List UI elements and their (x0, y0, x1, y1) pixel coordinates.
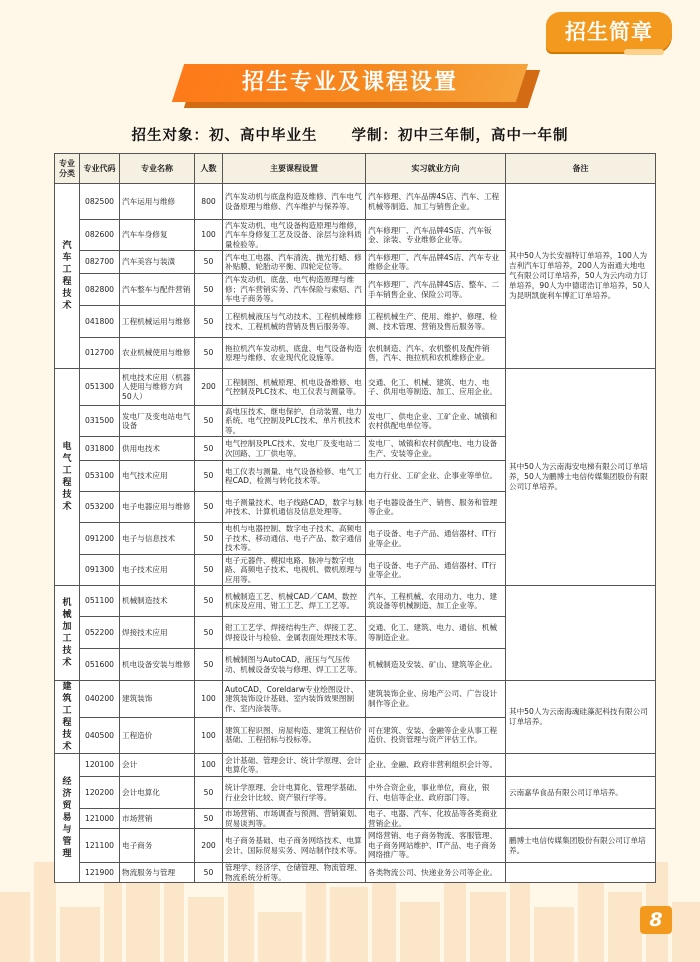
enrollment-count: 100 (195, 681, 223, 718)
enrollment-count: 50 (195, 809, 223, 829)
program-code: 053200 (80, 492, 120, 523)
table-row (55, 586, 656, 617)
remarks-cell: 其中50人为云南海安电梯有限公司订单培养，50人为鹏博士电信传媒集团股份有限公司订单培养。 (506, 369, 656, 586)
career-direction: 企业、金融、政府非营利组织会计等。 (366, 754, 506, 777)
program-name: 会计电算化 (120, 777, 195, 809)
program-code: 051600 (80, 649, 120, 681)
program-code: 053100 (80, 461, 120, 492)
career-direction: 汽车修理、汽车品牌4S店、汽车、工程机械等制造、加工与销售企业。 (366, 184, 506, 220)
enrollment-count: 50 (195, 586, 223, 617)
enrollment-count: 100 (195, 220, 223, 251)
program-name: 电子与信息技术 (120, 523, 195, 555)
main-courses: 汽车电工电器、汽车清洗、抛光打蜡、修补贴膜、轮胎动平衡、四轮定位等。 (223, 251, 366, 274)
career-direction: 建筑装饰企业、房地产公司、广告设计制作等企业。 (366, 681, 506, 718)
main-courses: 统计学原理、会计电算化、管理学基础、行业会计比较、资产银行学等。 (223, 777, 366, 809)
page-title: 招生专业及课程设置 (241, 70, 458, 95)
study-duration: 学制：初中三年制，高中一年制 (351, 128, 569, 144)
table-row (55, 184, 656, 220)
main-courses: 汽车发动机、底盘、电气构造原理与维修；汽车营销实务、汽车保险与索赔、汽车电子商务等。 (223, 274, 366, 306)
enrollment-count: 50 (195, 406, 223, 437)
career-direction: 发电厂、城镇和农村供配电、电力设备生产、安装等企业。 (366, 437, 506, 461)
category-cell: 机 械 加 工 技 术 (55, 586, 80, 681)
program-name: 汽车美容与装潢 (120, 251, 195, 274)
career-direction: 汽车、工程机械、农用动力、电力、建筑设备等机械制造、加工企业等。 (366, 586, 506, 617)
career-direction: 电子设备、电子产品、通信器材、IT行业等企业。 (366, 555, 506, 586)
table-row (55, 829, 656, 863)
main-courses: 电子商务基础、电子商务网络技术、电算会计、国际贸易实务、网站制作技术等。 (223, 829, 366, 863)
program-name: 电气技术应用 (120, 461, 195, 492)
program-name: 发电厂及变电站电气设备 (120, 406, 195, 437)
career-direction: 交通、化工、建筑、电力、通信、机械等制造企业。 (366, 617, 506, 649)
main-courses: 电工仪表与测量、电气设备检修、电气工程CAD、检测与转化技术等。 (223, 461, 366, 492)
category-cell: 汽 车 工 程 技 术 (55, 184, 80, 369)
column-header: 专业名称 (120, 154, 195, 184)
remarks-cell: 云南嘉华食品有限公司订单培养。 (506, 777, 656, 809)
remarks-cell (506, 586, 656, 681)
enrollment-count: 50 (195, 274, 223, 306)
program-code: 091200 (80, 523, 120, 555)
enrollment-count: 50 (195, 251, 223, 274)
column-header: 主要课程设置 (223, 154, 366, 184)
remarks-cell (506, 754, 656, 777)
program-code: 082700 (80, 251, 120, 274)
career-direction: 中外合资企业，事业单位，商业，银行、电信等企业、政府部门等。 (366, 777, 506, 809)
category-cell: 经 济 贸 易 与 管 理 (55, 754, 80, 883)
program-code: 121900 (80, 863, 120, 883)
main-courses: 电气控制及PLC技术、发电厂及变电站二次回路、工厂供电等。 (223, 437, 366, 461)
remarks-cell: 鹏博士电信传媒集团股份有限公司订单培养。 (506, 829, 656, 863)
column-header: 实习就业方向 (366, 154, 506, 184)
program-name: 汽车运用与维修 (120, 184, 195, 220)
program-name: 汽车整车与配件营销 (120, 274, 195, 306)
program-name: 电子电器应用与维修 (120, 492, 195, 523)
title-banner (178, 64, 522, 106)
main-courses: 机械制造工艺、机械CAD／CAM、数控机床及应用、钳工工艺、焊工工艺等。 (223, 586, 366, 617)
program-code: 031500 (80, 406, 120, 437)
enrollment-count: 50 (195, 461, 223, 492)
remarks-cell: 其中50人为长安福特订单培养，100人为吉利汽车订单培养，200人为南通大地电气有限公司订单培养，50人为云内动力订单培养，90人为中德诺浩订单培养，50人为昆明凯旋利车博汇订单培养。 (506, 184, 656, 369)
career-direction: 电子电器设备生产、销售、服务和管理等企业。 (366, 492, 506, 523)
main-courses: 高电压技术、继电保护、自动装置、电力系统、电气控制及PLC技术、单片机技术等。 (223, 406, 366, 437)
program-code: 012700 (80, 338, 120, 369)
program-code: 051100 (80, 586, 120, 617)
program-name: 供用电技术 (120, 437, 195, 461)
program-name: 焊接技术应用 (120, 617, 195, 649)
career-direction: 汽车修理厂、汽车品牌4S店、汽车专业维修企业等。 (366, 251, 506, 274)
enrollment-target: 招生对象：初、高中毕业生 (131, 128, 318, 144)
main-courses: 汽车发动机与底盘构造及维修、汽车电气设备原理与维修、汽车维护与保养等。 (223, 184, 366, 220)
remarks-cell: 其中50人为云南海魂硅藻泥科技有限公司订单培养。 (506, 681, 656, 754)
career-direction: 网络营销、电子商务物流、客服管理、电子商务网站维护、IT产品、电子商务网络推广等。 (366, 829, 506, 863)
program-table (54, 153, 656, 883)
program-code: 091300 (80, 555, 120, 586)
career-direction: 农机制造、汽车、农机整机及配件销售，汽车、拖拉机和农机维修企业。 (366, 338, 506, 369)
enrollment-count: 50 (195, 437, 223, 461)
enrollment-count: 50 (195, 555, 223, 586)
career-direction: 交通、化工、机械、建筑、电力、电子、供用电等制造、加工、应用企业。 (366, 369, 506, 406)
table-row (55, 754, 656, 777)
career-direction: 工程机械生产、使用、维护、修理、检测、技术管理、营销及售后服务等。 (366, 306, 506, 338)
main-courses: 钳工工艺学、焊接结构生产、焊接工艺、焊接设计与检验、金属表面处理技术等。 (223, 617, 366, 649)
program-name: 工程机械运用与维修 (120, 306, 195, 338)
program-code: 052200 (80, 617, 120, 649)
career-direction: 汽车修理厂、汽车品牌4S店、汽车钣金、涂装、专业维修企业等。 (366, 220, 506, 251)
program-code: 051300 (80, 369, 120, 406)
program-name: 农业机械使用与维修 (120, 338, 195, 369)
brochure-badge: 招生简章 (546, 12, 672, 52)
table-row (55, 369, 656, 406)
enrollment-count: 50 (195, 617, 223, 649)
main-courses: 工程机械液压与气动技术、工程机械维修技术、工程机械的营销及售后服务等。 (223, 306, 366, 338)
career-direction: 汽车修理厂、汽车品牌4S店、整车、二手车销售企业、保险公司等。 (366, 274, 506, 306)
program-name: 机械制造技术 (120, 586, 195, 617)
badge-highlight (624, 49, 664, 55)
program-code: 121100 (80, 829, 120, 863)
main-courses: 电子元器件、模拟电路、脉冲与数字电路、高频电子技术、电视机、微机原理与应用等。 (223, 555, 366, 586)
column-header: 专业代码 (80, 154, 120, 184)
table-body (55, 184, 656, 883)
category-cell: 电 气 工 程 技 术 (55, 369, 80, 586)
program-name: 物流服务与管理 (120, 863, 195, 883)
enrollment-count: 50 (195, 777, 223, 809)
enrollment-count: 50 (195, 492, 223, 523)
career-direction: 可在建筑、安装、金融等企业从事工程造价、投资管理与资产评估工作。 (366, 717, 506, 754)
main-courses: 建筑工程识图、房屋构造、建筑工程估价基础、工程招标与投标等。 (223, 717, 366, 754)
table-header-row (55, 154, 656, 184)
program-name: 会计 (120, 754, 195, 777)
enrollment-count: 100 (195, 754, 223, 777)
main-courses: 会计基础、管理会计、统计学原理、会计电算化等。 (223, 754, 366, 777)
remarks-cell (506, 863, 656, 883)
program-code: 120200 (80, 777, 120, 809)
program-name: 电子技术应用 (120, 555, 195, 586)
program-code: 040500 (80, 717, 120, 754)
program-name: 电子商务 (120, 829, 195, 863)
career-direction: 电子、电器、汽车、化妆品等各类商业营销企业。 (366, 809, 506, 829)
main-courses: 管理学、经济学、仓储管理、物流管理、物流系统分析等。 (223, 863, 366, 883)
main-courses: 市场营销、市场调查与预测、营销策划、贸易谈判等。 (223, 809, 366, 829)
table-row (55, 681, 656, 718)
program-code: 040200 (80, 681, 120, 718)
career-direction: 各类物流公司、快递业务公司等企业。 (366, 863, 506, 883)
remarks-cell (506, 809, 656, 829)
table-row (55, 863, 656, 883)
enrollment-count: 50 (195, 863, 223, 883)
program-code: 121000 (80, 809, 120, 829)
program-name: 市场营销 (120, 809, 195, 829)
program-code: 082600 (80, 220, 120, 251)
page-number: 8 (640, 906, 672, 934)
main-courses: AutoCAD、Coreldarw专业绘图设计、建筑装饰设计基础、室内装饰效果图制作、室内涂装等。 (223, 681, 366, 718)
enrollment-count: 200 (195, 369, 223, 406)
program-name: 机电设备安装与维修 (120, 649, 195, 681)
enrollment-count: 200 (195, 829, 223, 863)
program-code: 082800 (80, 274, 120, 306)
career-direction: 机械制造及安装、矿山、建筑等企业。 (366, 649, 506, 681)
enrollment-count: 50 (195, 338, 223, 369)
category-cell: 建 筑 工 程 技 术 (55, 681, 80, 754)
main-courses: 电机与电器控制、数字电子技术、高频电子技术、移动通信、电子产品、数字通信技术等。 (223, 523, 366, 555)
main-courses: 机械制图与AutoCAD、液压与气压传动、机械设备安装与修理、焊工工艺等。 (223, 649, 366, 681)
program-code: 082500 (80, 184, 120, 220)
career-direction: 电力行业、工矿企业、企事业等单位。 (366, 461, 506, 492)
program-name: 汽车车身修复 (120, 220, 195, 251)
enrollment-count: 50 (195, 523, 223, 555)
column-header: 备注 (506, 154, 656, 184)
program-name: 工程造价 (120, 717, 195, 754)
program-name: 建筑装饰 (120, 681, 195, 718)
enrollment-count: 50 (195, 306, 223, 338)
column-header: 人数 (195, 154, 223, 184)
program-code: 031800 (80, 437, 120, 461)
program-code: 120100 (80, 754, 120, 777)
career-direction: 电子设备、电子产品、通信器材、IT行业等企业。 (366, 523, 506, 555)
table-row (55, 777, 656, 809)
main-courses: 拖拉机汽车发动机、底盘、电气设备构造原理与维修、农业现代化设施等。 (223, 338, 366, 369)
enrollment-count: 50 (195, 649, 223, 681)
table-row (55, 809, 656, 829)
main-courses: 工程制图、机械原理、机电设备维修、电气控制及PLC技术、电工仪表与测量等。 (223, 369, 366, 406)
column-header: 专业分类 (55, 154, 80, 184)
enrollment-count: 800 (195, 184, 223, 220)
enrollment-count: 100 (195, 717, 223, 754)
enrollment-info (0, 124, 700, 145)
main-courses: 汽车发动机、电气设备构造原理与维修，汽车车身修复工艺及设备、涂层与涂料质量检验等。 (223, 220, 366, 251)
career-direction: 发电厂、供电企业、工矿企业、城镇和农村供配电单位等。 (366, 406, 506, 437)
program-name: 机电技术应用（机器人使用与维修方向50人） (120, 369, 195, 406)
main-courses: 电子测量技术、电子线路CAD，数字与脉冲技术、计算机通信及信息处理等。 (223, 492, 366, 523)
program-code: 041800 (80, 306, 120, 338)
